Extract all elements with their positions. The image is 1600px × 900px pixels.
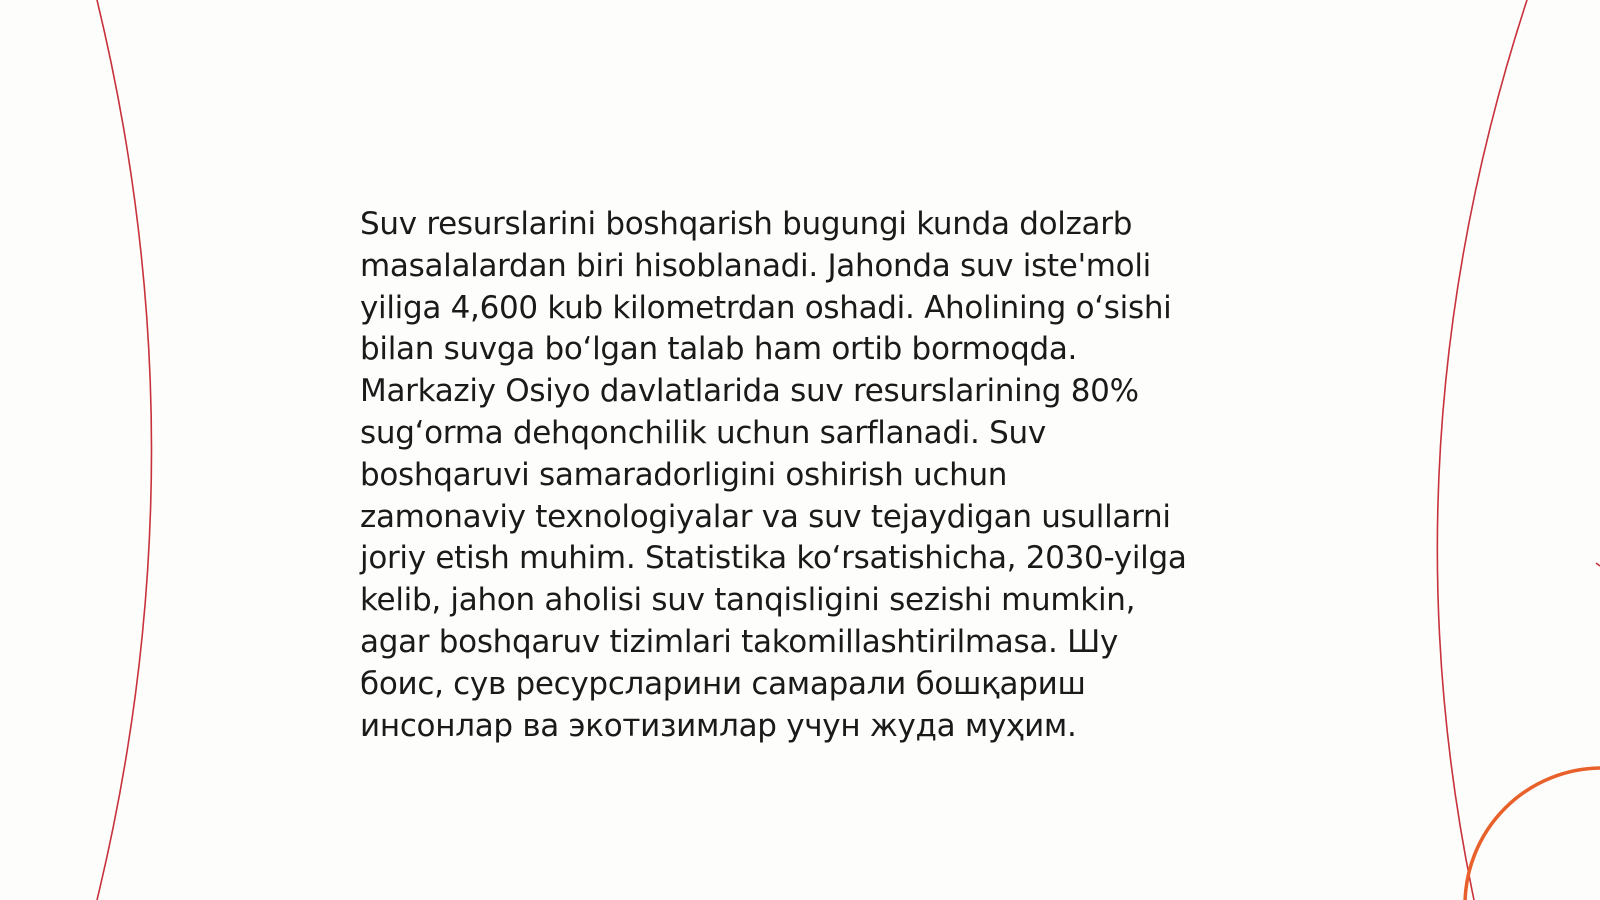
right-curve-line [1437,0,1527,900]
corner-circle [1465,768,1600,900]
body-line: инсонлар ва экотизимлар учун жуда муҳим. [360,707,1077,744]
body-line: boshqaruvi samaradorligini oshirish uchun [360,456,1008,493]
body-line: agar boshqaruv tizimlari takomillashtirilmasa. Шу [360,623,1119,660]
body-line: bilan suvga boʻlgan talab ham ortib bormoqda. [360,331,1078,368]
body-line: Markaziy Osiyo davlatlarida suv resurslarining 80% [360,373,1139,410]
body-line: masalalardan biri hisoblanadi. Jahonda suv iste'moli [360,247,1151,284]
body-line: zamonaviy texnologiyalar va suv tejaydigan usullarni [360,498,1171,535]
body-paragraph [360,204,1260,747]
arrow-tick-icon [1596,563,1600,566]
body-line: yiliga 4,600 kub kilometrdan oshadi. Aholining oʻsishi [360,289,1172,326]
body-line: боис, сув ресурсларини самарали бошқариш [360,665,1086,702]
body-line: joriy etish muhim. Statistika koʻrsatishicha, 2030-yilga [360,540,1187,577]
body-line: sugʻorma dehqonchilik uchun sarflanadi. Suv [360,414,1046,451]
left-curve-line [97,0,152,900]
body-line: kelib, jahon aholisi suv tanqisligini sezishi mumkin, [360,582,1136,619]
body-line: Suv resurslarini boshqarish bugungi kunda dolzarb [360,206,1133,242]
